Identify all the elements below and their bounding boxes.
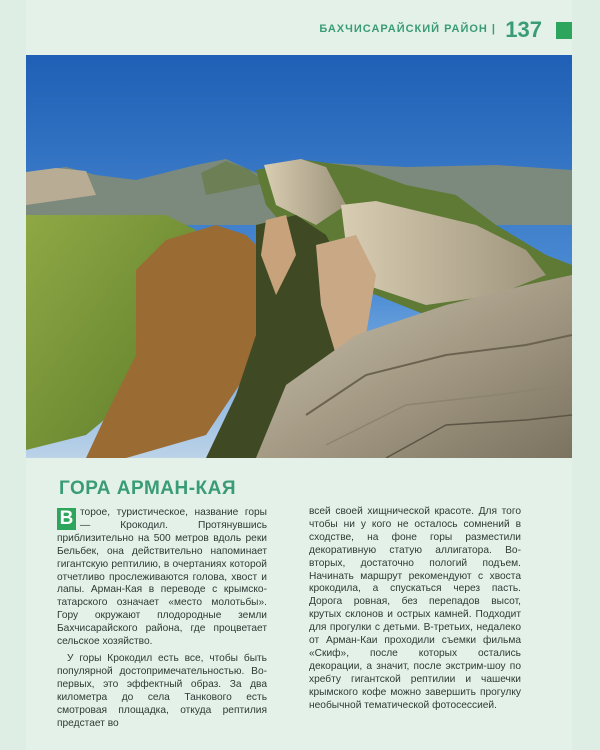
- page: [26, 0, 572, 750]
- mountain-landscape-photo: [26, 55, 572, 458]
- article-title: ГОРА АРМАН-КАЯ: [59, 478, 237, 499]
- page-header: [26, 0, 572, 55]
- article-column-left: [57, 507, 267, 734]
- page-number: 137: [505, 17, 542, 42]
- drop-cap: В: [57, 508, 76, 530]
- section-title: БАХЧИСАРАЙСКИЙ РАЙОН |: [319, 23, 496, 35]
- paragraph-text: торое, туристическое, название горы — Крокодил. Протянувшись приблизительно на 500 метров вдоль реки Бельбек, она действительно напоминает гигантскую рептилию, в очертаниях которой отчетливо прослеживаются голова, хвост и лапы. Арман-Кая в переводе с крымско-татарского означает «место молотьбы». Гору окружают плодородные земли Бахчисарайского района, где процветает сельское хозяйство.: [57, 507, 267, 648]
- article-column-right: [309, 506, 521, 717]
- paragraph: У горы Крокодил есть все, чтобы быть популярной достопримечательностью. Во-первых, это эффектный образ. За два километра до села Танкового есть смотровая площадка, откуда рептилия предстает во: [57, 652, 267, 729]
- page-accent-bar: [556, 22, 572, 39]
- paragraph: [57, 507, 267, 649]
- paragraph: всей своей хищнической красоте. Для того чтобы ни у кого не осталось сомнений в сходстве, на фоне горы разместили декоративную статую аллигатора. Во-вторых, достаточно пологий подъем. Начинать маршрут рекомендуют с хвоста крокодила, а спускаться через пасть. Дорога ровная, без перепадов высот, крутых склонов и острых камней. Подходит для прогулки с детьми. В-третьих, недалеко от Арман-Каи проходили съемки фильма «Скиф», после которых остались декорации, а значит, после экстрим-шоу по хребту гигантской рептилии и чашечки крымского кофе можно завершить прогулку необычной тематической фотосессией.: [309, 506, 521, 711]
